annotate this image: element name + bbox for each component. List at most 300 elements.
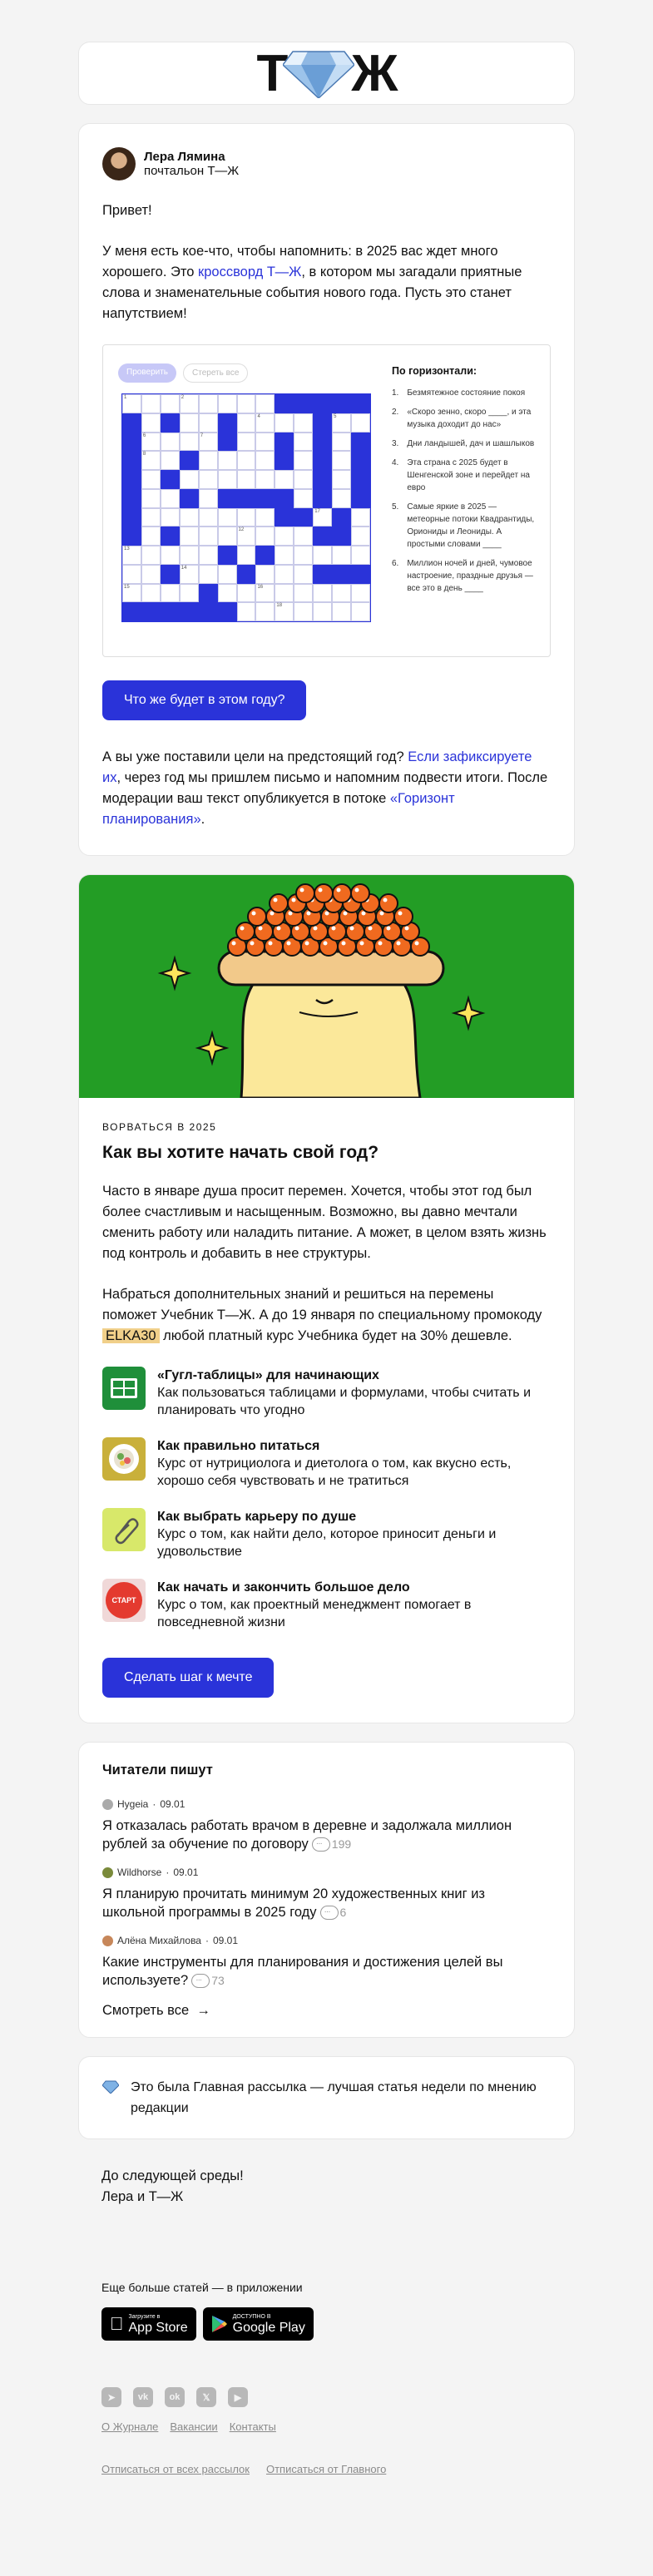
author-name: Лера Лямина [144,150,225,164]
course-title[interactable]: Как выбрать карьеру по душе [157,1510,357,1524]
egg-highlight [325,912,329,916]
avatar [102,147,136,180]
caviar-egg [236,922,255,941]
egg-highlight [319,888,323,892]
reader-post[interactable]: Алёна Михайлова · 09.01 Какие инструменты для планирования и достижения целей вы используете?··· 73 [102,1935,551,1990]
crossword-cell[interactable] [141,546,161,565]
letter-text [102,200,551,324]
cell-number: 8 [142,452,146,457]
crossword-cell[interactable] [275,602,294,621]
crossword-cell[interactable] [122,584,141,603]
crossword-cell[interactable] [218,527,237,546]
clue-item: 5. Самые яркие в 2025 — метеорные потоки Квадрантиды, Ориониды и Леониды. А простыми словами ____ [392,502,535,549]
crossword-cell[interactable] [180,527,199,546]
crossword-cell [294,508,313,527]
crossword-cell[interactable] [237,394,256,413]
crossword-cell [199,602,218,621]
crossword-cell [351,394,370,413]
crossword-cell[interactable] [237,470,256,489]
crossword-cell[interactable] [180,433,199,452]
crossword-cell[interactable] [199,508,218,527]
crossword-cell [122,602,141,621]
egg-highlight [380,912,384,916]
egg-highlight [289,912,293,916]
crossword-cell[interactable] [122,546,141,565]
crossword-cell[interactable] [161,433,180,452]
egg-highlight [232,942,236,946]
greeting: Привет! [102,203,152,218]
crossword-cell [218,433,237,452]
crossword-cell[interactable] [218,470,237,489]
crossword-cell[interactable] [199,489,218,508]
crossword-cell[interactable] [161,584,180,603]
crossword-cell[interactable] [313,602,332,621]
crossword-cell[interactable] [141,508,161,527]
crossword-cell[interactable] [255,394,275,413]
clue-item: 6. Миллион ночей и дней, чумовое настроение, праздные друзья — все это в день ____ [392,559,533,593]
crossword-cell[interactable] [351,413,370,433]
comment-icon [312,1837,330,1852]
crossword-cell [218,546,237,565]
reader-post-text[interactable]: Я отказалась работать врачом в деревне и задолжала миллион рублей за обучение по договору [102,1818,512,1852]
crossword-widget [102,344,551,657]
ok-icon[interactable]: ok [165,2387,185,2407]
crossword-cell [275,508,294,527]
caviar-egg [248,907,266,926]
crossword-cell [218,602,237,621]
egg-highlight [274,898,278,902]
promo-code: ELKA30 [102,1328,160,1343]
promo-kicker: ВОРВАТЬСЯ В 2025 [102,1121,217,1133]
crossword-cell[interactable] [332,602,351,621]
crossword-cell[interactable] [275,546,294,565]
crossword-cell [351,489,370,508]
crossword-cell[interactable] [294,451,313,470]
promo-paragraph-2: Набраться дополнительных знаний и решиться на перемены поможет Учебник Т—Ж. А до 19 января по специальному промокоду ELKA30 любой платный курс Учебника будет на 30% дешевле. [102,1287,542,1343]
crossword-cell [122,470,141,489]
egg-highlight [292,898,296,902]
app-store-button[interactable]: Загрузите в App Store [101,2307,196,2341]
egg-highlight [405,927,409,931]
crossword-cell[interactable] [161,489,180,508]
main-newsletter-note: Это была Главная рассылка — лучшая статья недели по мнению редакции [78,2056,575,2139]
crossword-cell [218,413,237,433]
crossword-cell [275,433,294,452]
author-role: почтальон Т—Ж [144,164,240,178]
crossword-cell[interactable] [180,413,199,433]
crossword-cell[interactable] [218,584,237,603]
readers-title: Читатели пишут [102,1763,213,1777]
cell-number: 2 [181,395,185,400]
avatar [102,1936,113,1946]
egg-highlight [305,942,309,946]
promo-paragraph-1: Часто в январе душа просит перемен. Хочется, чтобы этот год был более счастливым и насыщенным. Возможно, вы давно мечтали сменить работу или наладить питание. А может, в целом взять жизнь под контроль и добавить в нее структуры. [102,1184,547,1261]
cell-number: 17 [314,508,320,514]
crossword-cell[interactable] [255,602,275,621]
crossword-cell [313,394,332,413]
course-desc: Как пользоваться таблицами и формулами, чтобы считать и планировать что угодно [157,1386,532,1417]
letter-card [78,123,575,856]
reader-post[interactable]: Hygeia · 09.01 Я отказалась работать врачом в деревне и задолжала миллион рублей за обучение по договору··· 199 [102,1798,551,1853]
crossword-cell[interactable] [313,508,332,527]
paperclip-icon [102,1508,146,1551]
egg-highlight [397,942,401,946]
caviar-sandwich-illustration [79,875,574,1098]
crossword-cell[interactable] [332,584,351,603]
crossword-grid[interactable] [121,393,371,622]
letter-paragraph-2: А вы уже поставили цели на предстоящий год? Если зафиксируете их, через год мы пришлем письмо и напомним подвести итоги. После модерации ваш текст опубликуется в потоке «Горизонт планирования». [102,749,548,827]
crossword-cell[interactable] [255,527,275,546]
letter-paragraph-1: У меня есть кое-что, чтобы напомнить: в 2025 вас ждет много хорошего. Это кроссворд Т—Ж, в котором мы загадали приятные слова и знаменательные события нового года. Пусть это станет напутствием! [102,244,522,321]
social-links [101,2387,552,2407]
cell-number: 4 [257,413,260,419]
crossword-cell[interactable] [180,584,199,603]
egg-highlight [360,942,364,946]
crossword-cell[interactable] [237,413,256,433]
course-item[interactable] [102,1367,551,1419]
crossword-cell [313,451,332,470]
promo-card [78,874,575,1723]
clue-item: 3. Дни ландышей, дач и шашлыков [392,439,535,448]
crossword-cell [351,433,370,452]
crossword-cell [332,527,351,546]
crossword-cell [161,527,180,546]
crossword-cell[interactable] [180,546,199,565]
crossword-cell[interactable] [141,565,161,584]
crossword-cell [237,489,256,508]
egg-highlight [307,912,311,916]
crossword-cell[interactable] [199,527,218,546]
crossword-cell [180,451,199,470]
apple-icon [110,2313,124,2335]
cell-number: 13 [124,546,130,551]
egg-highlight [378,942,383,946]
crossword-cell[interactable] [199,433,218,452]
egg-highlight [300,888,304,892]
cell-number: 12 [238,527,245,533]
crossword-cell[interactable] [275,413,294,433]
caviar-egg [270,894,288,912]
crossword-cell[interactable] [294,527,313,546]
crossword-cell[interactable] [332,433,351,452]
crossword-cell[interactable] [294,470,313,489]
crossword-cell[interactable] [294,584,313,603]
clue-item: 4. Эта страна с 2025 будет в Шенгенской зоне и перейдет на евро [392,458,530,492]
cell-number: 14 [181,565,187,571]
crossword-cell[interactable] [180,470,199,489]
crossword-cell [332,565,351,584]
caviar-egg [379,894,398,912]
comment-icon [320,1906,339,1920]
crossword-clues [392,365,542,601]
crossword-cell[interactable] [199,394,218,413]
crossword-cell[interactable] [255,508,275,527]
egg-highlight [369,927,373,931]
egg-highlight [337,888,341,892]
crossword-cell[interactable] [332,451,351,470]
check-button[interactable]: Проверить [118,363,176,383]
telegram-icon[interactable]: ➤ [101,2387,121,2407]
diamond-icon [102,2080,119,2094]
course-desc: Курс о том, как найти дело, которое приносит деньги и удовольствие [157,1527,497,1559]
crossword-cell [351,451,370,470]
crossword-cell[interactable] [332,413,351,433]
reader-post[interactable]: Wildhorse · 09.01 Я планирую прочитать минимум 20 художественных книг из школьной программы в 2025 году··· 6 [102,1866,551,1921]
crossword-cell[interactable] [218,508,237,527]
about-link[interactable]: О Журнале [101,2420,159,2433]
footer-links [101,2420,552,2433]
crossword-cell [313,565,332,584]
crossword-cell[interactable] [141,527,161,546]
crossword-cell [141,602,161,621]
crossword-cell[interactable] [294,489,313,508]
promo-title: Как вы хотите начать свой год? [102,1143,379,1162]
egg-highlight [342,942,346,946]
cell-number: 18 [276,603,283,609]
crossword-cell [161,413,180,433]
crossword-cell [351,470,370,489]
start-button-icon: СТАРТ [102,1579,146,1622]
course-title[interactable]: «Гугл-таблицы» для начинающих [157,1368,379,1382]
clues-title: По горизонтали: [392,365,477,377]
crossword-cell[interactable] [275,565,294,584]
crossword-cell[interactable] [161,508,180,527]
crossword-cell [122,527,141,546]
tzh-logo[interactable]: Т Ж [256,44,397,102]
arrow-right-icon: → [196,2003,210,2018]
egg-highlight [398,912,403,916]
crossword-cell[interactable] [237,508,256,527]
crossword-cell[interactable] [218,451,237,470]
crossword-cell[interactable] [332,470,351,489]
crossword-cell[interactable] [141,451,161,470]
crossword-cell[interactable] [255,470,275,489]
step-to-dream-button[interactable]: Сделать шаг к мечте [102,1658,274,1698]
crossword-cell[interactable] [199,546,218,565]
crossword-cell[interactable] [255,413,275,433]
contacts-link[interactable]: Контакты [229,2420,276,2433]
cell-number: 1 [124,395,127,400]
crossword-cell[interactable] [141,470,161,489]
caviar-egg [333,884,351,902]
crossword-cell [122,413,141,433]
signoff: До следующей среды! Лера и Т—Ж [101,2168,244,2204]
crossword-cell[interactable] [199,565,218,584]
egg-highlight [415,942,419,946]
unsubscribe-all-link[interactable]: Отписаться от всех рассылок [101,2463,250,2475]
crossword-cell [180,489,199,508]
crossword-cell [161,470,180,489]
caviar-egg [351,884,369,902]
crossword-cell[interactable] [255,565,275,584]
crossword-cell [255,489,275,508]
egg-highlight [240,927,245,931]
crossword-cell [294,394,313,413]
salad-plate-icon [102,1437,146,1481]
crossword-cell[interactable] [255,451,275,470]
crossword-cell[interactable] [275,584,294,603]
crossword-cell [122,451,141,470]
crossword-cell [122,508,141,527]
crossword-cell[interactable] [161,546,180,565]
crossword-cell[interactable] [141,584,161,603]
crossword-cell[interactable] [351,602,370,621]
crossword-cell[interactable] [141,413,161,433]
unsubscribe-main-link[interactable]: Отписаться от Главного [265,2463,387,2475]
egg-highlight [314,927,318,931]
crossword-cell[interactable] [294,433,313,452]
app-promo-title: Еще больше статей — в приложении [101,2281,303,2294]
avatar [102,1799,113,1810]
crossword-cell[interactable] [218,394,237,413]
crossword-cell[interactable] [122,394,141,413]
crossword-cell[interactable] [275,527,294,546]
google-play-button[interactable]: ДОСТУПНО В Google Play [203,2307,314,2341]
course-title[interactable]: Как начать и закончить большое дело [157,1580,410,1595]
crossword-cell [313,433,332,452]
vk-icon[interactable]: vk [133,2387,153,2407]
comment-icon [191,1974,210,1988]
egg-highlight [332,927,336,931]
crossword-cell [255,546,275,565]
egg-highlight [277,927,281,931]
crossword-cell [122,489,141,508]
crossword-cell [275,394,294,413]
crossword-cell [332,508,351,527]
crossword-cell[interactable] [275,470,294,489]
egg-highlight [269,942,273,946]
egg-highlight [252,912,256,916]
crossword-cell[interactable] [180,565,199,584]
reader-post-text[interactable]: Какие инструменты для планирования и достижения целей вы используете? [102,1955,503,1988]
egg-highlight [270,912,275,916]
egg-highlight [387,927,391,931]
crossword-cell [313,489,332,508]
cell-number: 6 [142,433,146,438]
crossword-cell[interactable] [294,565,313,584]
google-play-icon [211,2315,228,2333]
course-desc: Курс о том, как проектный менеджмент помогает в повседневной жизни [157,1598,472,1629]
crossword-cell[interactable] [199,470,218,489]
crossword-cell[interactable] [141,433,161,452]
crossword-cell [313,470,332,489]
reader-post-text[interactable]: Я планирую прочитать минимум 20 художественных книг из школьной программы в 2025 году [102,1886,485,1920]
jobs-link[interactable]: Вакансии [170,2420,218,2433]
crossword-cell[interactable] [237,602,256,621]
crossword-cell [313,413,332,433]
course-item[interactable] [102,1579,551,1631]
caviar-egg [394,907,413,926]
course-desc: Курс от нутрициолога и диетолога о том, как вкусно есть, хорошо себя чувствовать и не тратиться [157,1456,512,1488]
crossword-cell [161,602,180,621]
crossword-cell [237,565,256,584]
egg-highlight [295,927,299,931]
cell-number: 16 [257,584,264,590]
cell-number: 5 [334,413,337,419]
crossword-cell[interactable] [313,546,332,565]
crossword-cell[interactable] [351,508,370,527]
crossword-cell[interactable] [351,527,370,546]
crossword-cell[interactable] [237,546,256,565]
crossword-cell[interactable] [332,489,351,508]
reset-button[interactable]: Стереть все [183,363,248,383]
crossword-cell [332,394,351,413]
crossword-cell[interactable] [199,413,218,433]
caviar-egg [296,884,314,902]
crossword-link[interactable]: кроссворд Т—Ж [198,265,302,279]
readers-card [78,1742,575,2038]
course-title[interactable]: Как правильно питаться [157,1439,320,1453]
crossword-cell[interactable] [180,394,199,413]
crossword-cell [180,602,199,621]
crossword-cell[interactable] [218,565,237,584]
crossword-cell [161,565,180,584]
crossword-cell[interactable] [237,527,256,546]
egg-highlight [362,912,366,916]
unsubscribe-links [101,2463,552,2475]
crossword-cell[interactable] [313,584,332,603]
course-item[interactable] [102,1508,551,1560]
crossword-cell[interactable] [294,413,313,433]
egg-highlight [350,927,354,931]
egg-highlight [287,942,291,946]
egg-highlight [324,942,328,946]
crossword-cell[interactable] [294,602,313,621]
course-item[interactable] [102,1437,551,1490]
crossword-cell[interactable] [294,546,313,565]
egg-highlight [344,912,348,916]
crossword-cell[interactable] [199,451,218,470]
crossword-cell[interactable] [351,546,370,565]
what-this-year-button[interactable]: Что же будет в этом году? [102,680,306,720]
crossword-cell[interactable] [237,451,256,470]
crossword-cell[interactable] [332,546,351,565]
diamond-icon [283,48,354,98]
youtube-icon[interactable]: ▶ [228,2387,248,2407]
crossword-cell [199,584,218,603]
crossword-cell[interactable] [161,394,180,413]
see-all-link[interactable]: Смотреть все → [102,2003,210,2018]
cell-number: 7 [200,433,204,438]
horizon-link[interactable]: «Горизонт планирования» [102,791,455,827]
crossword-cell [218,489,237,508]
crossword-cell [351,565,370,584]
crossword-cell [313,527,332,546]
crossword-cell [275,451,294,470]
crossword-cell[interactable] [141,489,161,508]
crossword-cell [275,489,294,508]
egg-highlight [250,942,255,946]
avatar [102,1867,113,1878]
author-block [102,147,551,180]
crossword-cell[interactable] [237,584,256,603]
crossword-cell[interactable] [255,433,275,452]
x-icon[interactable]: 𝕏 [196,2387,216,2407]
caviar-egg [314,884,333,902]
crossword-cell[interactable] [351,584,370,603]
crossword-cell[interactable] [237,433,256,452]
crossword-cell[interactable] [122,565,141,584]
clue-item: 2. «Скоро зенно, скоро ____, и эта музыка доходит до нас» [392,408,532,429]
crossword-cell[interactable] [255,584,275,603]
goals-link[interactable]: Если зафиксируете их [102,749,532,785]
crossword-cell[interactable] [161,451,180,470]
crossword-cell[interactable] [180,508,199,527]
egg-highlight [355,888,359,892]
crossword-cell[interactable] [141,394,161,413]
clue-item: 1. Безмятежное состояние покоя [392,388,526,398]
crossword-cell [122,433,141,452]
